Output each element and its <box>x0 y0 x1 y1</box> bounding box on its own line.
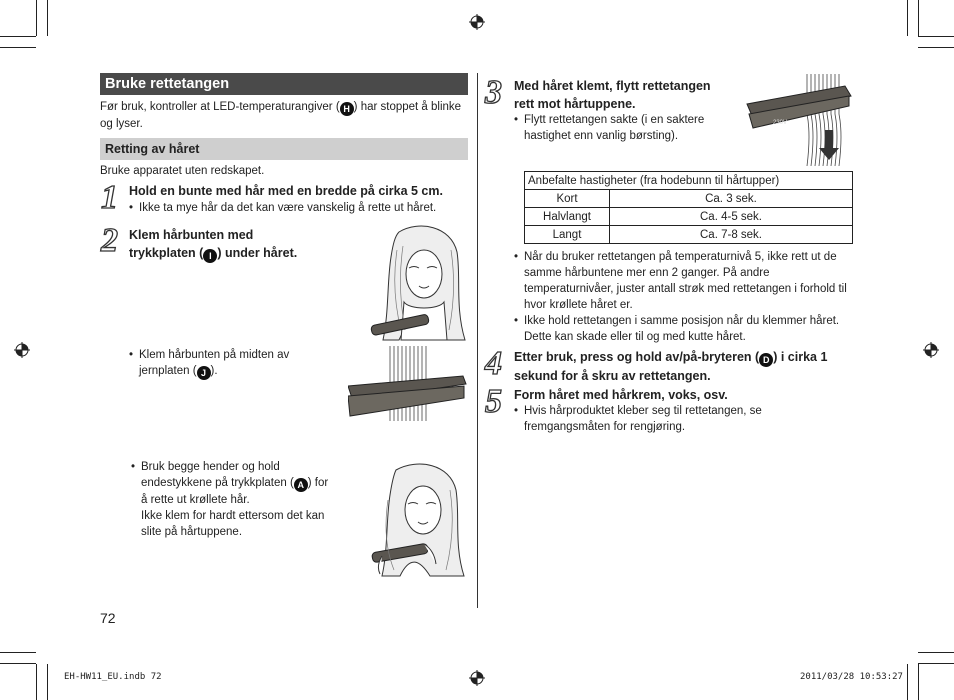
registration-mark-icon <box>469 14 485 30</box>
step-3-bullet: • Flytt rettetangen sakte (i en saktere hastighet enn vanlig børsting). <box>514 112 734 144</box>
step-5-title: Form håret med hårkrem, voks, osv. <box>514 388 728 402</box>
registration-mark-icon <box>14 342 30 358</box>
step-4-title: Etter bruk, press og hold av/på-bryteren ( D ) i cirka 1 sekund for å skru av rettetangen. <box>514 350 828 383</box>
footer-timestamp: 2011/03/28 10:53:27 <box>800 672 903 682</box>
step-2-bullet-3: • Bruk begge hender og hold endestykkene på trykkplaten ( A ) for å rette ut krøllete hår. Ikke klem for hardt ettersom det kan slite på hårtuppene. <box>131 459 336 540</box>
crop-mark <box>47 664 48 700</box>
illustration-woman-two-hands <box>368 460 468 578</box>
table-cell-value: Ca. 3 sek. <box>610 190 853 208</box>
crop-mark <box>0 663 36 664</box>
note-2: • Ikke hold rettetangen i samme posisjon når du klemmer håret. Dette kan skade eller til og med kutte håret. <box>514 313 854 345</box>
step-5-bullet: • Hvis hårproduktet kleber seg til rettetangen, se fremgangsmåten for rengjøring. <box>514 403 814 435</box>
step-2-title: Klem hårbunten med trykkplaten ( I ) under håret. <box>129 228 298 261</box>
note-1: • Når du bruker rettetangen på temperaturnivå 5, ikke rett ut de samme hårbuntene mer enn 2 ganger. På andre temperaturnivåer, juster antall strøk med rettetangen i forhold til hvor krøllete håret er. <box>514 249 854 313</box>
crop-mark <box>36 0 37 36</box>
illustration-woman-straightener <box>369 222 469 342</box>
column-divider <box>477 73 478 608</box>
badge-i-icon: I <box>203 249 217 263</box>
step-2-bullet-2: • Klem hårbunten på midten av jernplaten ( J ). <box>129 347 329 380</box>
step-number: 3 <box>485 74 502 111</box>
table-header: Anbefalte hastigheter (fra hodebunn til hårtupper) <box>525 172 853 190</box>
step-number: 2 <box>101 222 118 259</box>
crop-mark <box>918 663 954 664</box>
crop-mark <box>918 652 954 653</box>
registration-mark-icon <box>469 670 485 686</box>
step-number: 5 <box>485 383 502 420</box>
step-1-bullet: • Ikke ta mye hår da det kan være vanskelig å rette ut håret. <box>129 200 469 216</box>
badge-a-icon: A <box>294 478 308 492</box>
subsection-title: Retting av håret <box>100 138 468 160</box>
speed-table <box>524 171 853 244</box>
table-cell-label: Langt <box>525 226 610 244</box>
sub-intro-text: Bruke apparatet uten redskapet. <box>100 165 265 177</box>
crop-mark <box>0 36 36 37</box>
table-cell-value: Ca. 7-8 sek. <box>610 226 853 244</box>
table-row <box>525 190 853 208</box>
table-cell-value: Ca. 4-5 sek. <box>610 208 853 226</box>
crop-mark <box>918 0 919 36</box>
intro-text: Før bruk, kontroller at LED-temperaturangiver ( H ) har stoppet å blinke og lyser. <box>100 101 462 130</box>
table-header-row <box>525 172 853 190</box>
crop-mark <box>0 47 36 48</box>
step-number: 1 <box>101 179 118 216</box>
badge-h-icon: H <box>340 102 354 116</box>
crop-mark <box>918 664 919 700</box>
step-1-title: Hold en bunte med hår med en bredde på cirka 5 cm. <box>129 184 443 198</box>
illustration-move-down <box>745 74 855 166</box>
table-row <box>525 208 853 226</box>
badge-j-icon: J <box>197 366 211 380</box>
step-number: 4 <box>485 345 502 382</box>
table-cell-label: Kort <box>525 190 610 208</box>
table-row <box>525 226 853 244</box>
crop-mark <box>918 36 954 37</box>
step-3-title: Med håret klemt, flytt rettetangen rett mot hårtuppene. <box>514 79 711 111</box>
crop-mark <box>918 47 954 48</box>
illustration-hair-plate <box>348 346 468 421</box>
crop-mark <box>0 652 36 653</box>
device-label: 230V <box>773 120 788 126</box>
crop-mark <box>907 0 908 36</box>
crop-mark <box>47 0 48 36</box>
crop-mark <box>907 664 908 700</box>
section-title: Bruke rettetangen <box>100 73 468 95</box>
badge-d-icon: D <box>759 353 773 367</box>
table-cell-label: Halvlangt <box>525 208 610 226</box>
page-number: 72 <box>100 610 116 626</box>
registration-mark-icon <box>923 342 939 358</box>
footer-file: EH-HW11_EU.indb 72 <box>64 672 162 682</box>
crop-mark <box>36 664 37 700</box>
